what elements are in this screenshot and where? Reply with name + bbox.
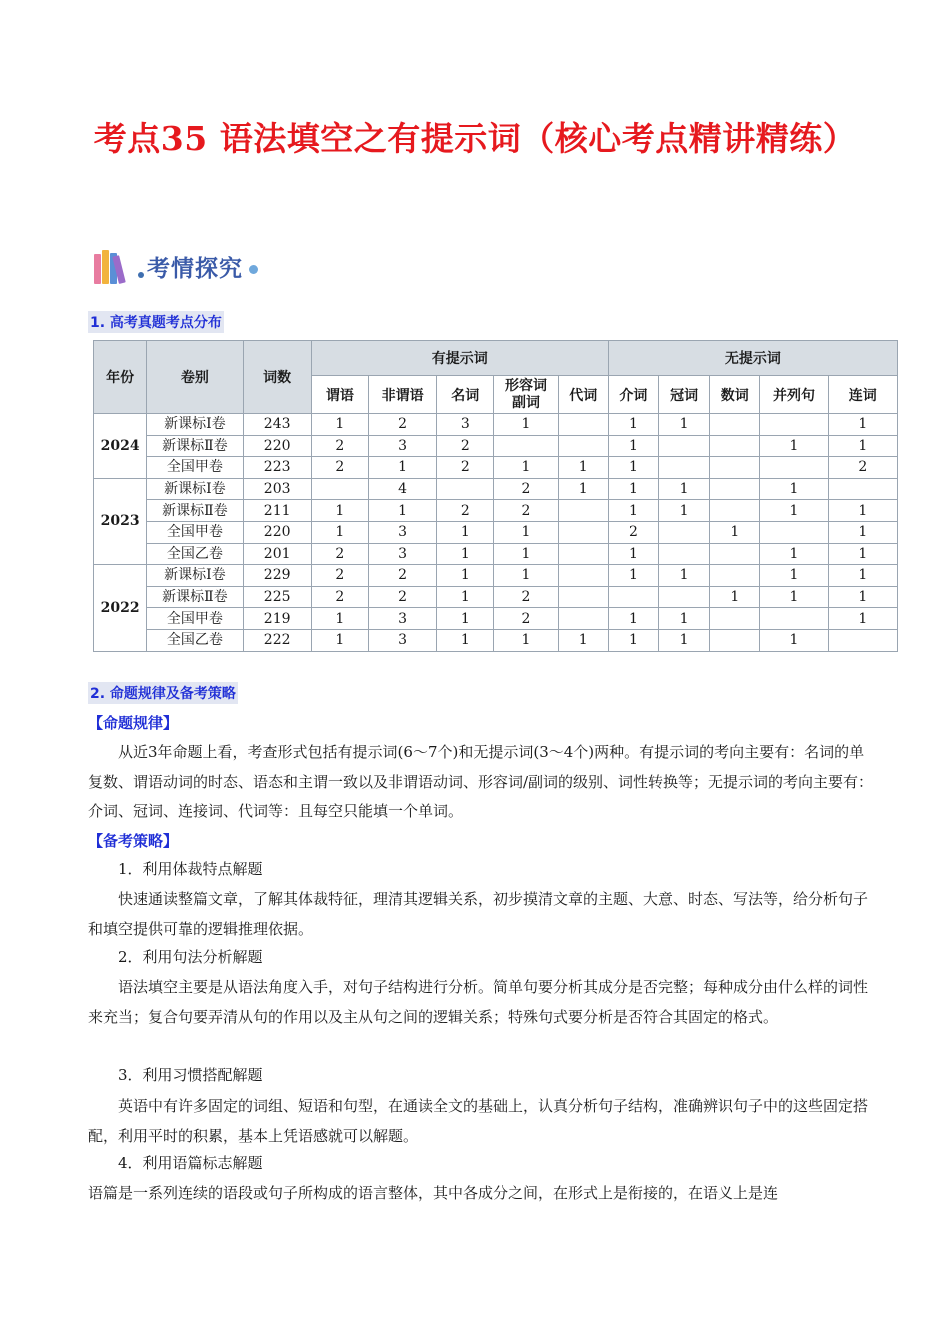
value-cell: 1: [659, 478, 710, 500]
value-cell: 1: [659, 629, 710, 651]
value-cell: 2: [828, 457, 897, 479]
value-cell: 1: [558, 478, 608, 500]
value-cell: 1: [608, 457, 658, 479]
paper-cell: 新课标Ⅱ卷: [147, 435, 243, 457]
value-cell: 1: [760, 629, 828, 651]
value-cell: 1: [437, 608, 494, 630]
table-row: [94, 478, 898, 500]
value-cell: 2: [437, 457, 494, 479]
value-cell: 2: [311, 565, 368, 587]
value-cell: [710, 629, 760, 651]
header-without-hints: 无提示词: [608, 341, 897, 376]
value-cell: [494, 435, 558, 457]
value-cell: 1: [659, 608, 710, 630]
value-cell: [828, 629, 897, 651]
value-cell: 1: [311, 500, 368, 522]
value-cell: 1: [368, 457, 436, 479]
value-cell: 1: [494, 565, 558, 587]
table-row: [94, 586, 898, 608]
strategy-heading: 4．利用语篇标志解题: [118, 1154, 263, 1172]
strategy-heading: 2．利用句法分析解题: [118, 948, 263, 966]
value-cell: [710, 608, 760, 630]
paper-cell: 新课标Ⅱ卷: [147, 586, 243, 608]
value-cell: 1: [558, 629, 608, 651]
value-cell: 1: [437, 629, 494, 651]
strategy-paragraph: 英语中有许多固定的词组、短语和句型，在通读全文的基础上，认真分析句子结构，准确辨识句子中的这些固定搭配，利用平时的积累，基本上凭语感就可以解题。: [88, 1097, 869, 1145]
dot-icon: [138, 272, 144, 278]
word-count-cell: 243: [243, 414, 311, 436]
word-count-cell: 225: [243, 586, 311, 608]
table-row: [94, 565, 898, 587]
value-cell: [710, 414, 760, 436]
paper-cell: 新课标Ⅰ卷: [147, 478, 243, 500]
value-cell: 3: [368, 543, 436, 565]
value-cell: 3: [368, 608, 436, 630]
value-cell: 1: [608, 414, 658, 436]
word-count-cell: 229: [243, 565, 311, 587]
subheader: 非谓语: [368, 376, 436, 414]
value-cell: 1: [659, 565, 710, 587]
value-cell: 1: [608, 608, 658, 630]
value-cell: 1: [311, 608, 368, 630]
paper-cell: 全国甲卷: [147, 608, 243, 630]
value-cell: 2: [311, 586, 368, 608]
value-cell: 2: [311, 457, 368, 479]
subheader: 数词: [710, 376, 760, 414]
value-cell: 3: [368, 521, 436, 543]
value-cell: [710, 435, 760, 457]
value-cell: 1: [494, 543, 558, 565]
value-cell: 1: [828, 521, 897, 543]
strategy-heading: 3．利用习惯搭配解题: [118, 1066, 263, 1084]
value-cell: 2: [494, 586, 558, 608]
value-cell: 2: [368, 565, 436, 587]
header-with-hints: 有提示词: [311, 341, 608, 376]
value-cell: 2: [437, 435, 494, 457]
value-cell: 1: [760, 500, 828, 522]
value-cell: 1: [368, 500, 436, 522]
value-cell: [608, 586, 658, 608]
paper-cell: 全国甲卷: [147, 457, 243, 479]
value-cell: 1: [437, 521, 494, 543]
value-cell: 1: [608, 543, 658, 565]
year-cell: 2023: [94, 478, 147, 564]
value-cell: [437, 478, 494, 500]
subheader: 并列句: [760, 376, 828, 414]
subheader: 介词: [608, 376, 658, 414]
table-row: [94, 629, 898, 651]
value-cell: 1: [494, 629, 558, 651]
value-cell: [659, 435, 710, 457]
banner-label: 考情探究: [147, 255, 243, 282]
paper-cell: 新课标Ⅱ卷: [147, 500, 243, 522]
value-cell: [558, 414, 608, 436]
value-cell: 1: [659, 500, 710, 522]
value-cell: 1: [710, 586, 760, 608]
value-cell: [659, 543, 710, 565]
paper-cell: 全国甲卷: [147, 521, 243, 543]
value-cell: [760, 521, 828, 543]
subheader: 代词: [558, 376, 608, 414]
value-cell: 1: [494, 457, 558, 479]
word-count-cell: 203: [243, 478, 311, 500]
year-cell: 2024: [94, 414, 147, 479]
value-cell: 1: [311, 414, 368, 436]
header-word-count: 词数: [243, 341, 311, 414]
value-cell: 1: [437, 565, 494, 587]
subheader: 连词: [828, 376, 897, 414]
rule-label: 【命题规律】: [88, 714, 179, 732]
value-cell: 2: [494, 500, 558, 522]
value-cell: 1: [494, 414, 558, 436]
value-cell: 1: [437, 586, 494, 608]
word-count-cell: 222: [243, 629, 311, 651]
paper-cell: 全国乙卷: [147, 629, 243, 651]
value-cell: [710, 565, 760, 587]
subheader: 谓语: [311, 376, 368, 414]
value-cell: [659, 457, 710, 479]
value-cell: [558, 565, 608, 587]
subheader-line: 副词: [512, 394, 541, 411]
paper-cell: 新课标Ⅰ卷: [147, 565, 243, 587]
circle-icon: [249, 265, 258, 274]
value-cell: [311, 478, 368, 500]
value-cell: [828, 478, 897, 500]
value-cell: 1: [437, 543, 494, 565]
strategy-paragraph: 语篇是一系列连续的语段或句子所构成的语言整体，其中各成分之间，在形式上是衔接的，在语义上是连: [88, 1184, 779, 1202]
books-icon: [92, 248, 136, 284]
value-cell: 1: [828, 414, 897, 436]
value-cell: [558, 608, 608, 630]
value-cell: 1: [828, 608, 897, 630]
value-cell: 2: [311, 435, 368, 457]
word-count-cell: 220: [243, 435, 311, 457]
value-cell: 1: [311, 521, 368, 543]
exam-distribution-table: [93, 340, 898, 652]
value-cell: 2: [437, 500, 494, 522]
value-cell: 3: [368, 435, 436, 457]
section-heading-strategy: 2. 命题规律及备考策略: [88, 682, 238, 704]
subheader-line: 形容词: [505, 377, 548, 394]
value-cell: 2: [311, 543, 368, 565]
value-cell: [558, 543, 608, 565]
value-cell: [760, 608, 828, 630]
value-cell: 1: [760, 565, 828, 587]
value-cell: 1: [608, 629, 658, 651]
value-cell: [710, 500, 760, 522]
value-cell: 2: [608, 521, 658, 543]
strategy-heading: 1．利用体裁特点解题: [118, 860, 263, 878]
word-count-cell: 223: [243, 457, 311, 479]
table-row: [94, 500, 898, 522]
value-cell: 3: [368, 629, 436, 651]
section-heading-distribution: 1. 高考真题考点分布: [88, 311, 224, 333]
value-cell: 1: [558, 457, 608, 479]
value-cell: [558, 435, 608, 457]
word-count-cell: 201: [243, 543, 311, 565]
value-cell: 1: [828, 565, 897, 587]
value-cell: 1: [608, 478, 658, 500]
value-cell: 1: [760, 435, 828, 457]
value-cell: [760, 414, 828, 436]
strategy-paragraph: 快速通读整篇文章，了解其体裁特征，理清其逻辑关系，初步摸清文章的主题、大意、时态、写法等，给分析句子和填空提供可靠的逻辑推理依据。: [88, 890, 869, 938]
strategy-paragraph: 语法填空主要是从语法角度入手，对句子结构进行分析。简单句要分析其成分是否完整；每种成分由什么样的词性来充当；复合句要弄清从句的作用以及主从句之间的逻辑关系；特殊句式要分析是否符合其固定的格式。: [88, 978, 869, 1026]
value-cell: [659, 586, 710, 608]
value-cell: 1: [494, 521, 558, 543]
value-cell: [558, 586, 608, 608]
word-count-cell: 211: [243, 500, 311, 522]
value-cell: 1: [828, 435, 897, 457]
page-title: 考点35 语法填空之有提示词（核心考点精讲精练）: [93, 119, 857, 158]
value-cell: 1: [311, 629, 368, 651]
value-cell: 3: [437, 414, 494, 436]
value-cell: 4: [368, 478, 436, 500]
value-cell: 1: [710, 521, 760, 543]
header-paper: 卷别: [147, 341, 243, 414]
strategy-label: 【备考策略】: [88, 832, 179, 850]
word-count-cell: 219: [243, 608, 311, 630]
table-row: [94, 435, 898, 457]
table-row: [94, 414, 898, 436]
value-cell: 2: [368, 414, 436, 436]
value-cell: [558, 521, 608, 543]
value-cell: [710, 543, 760, 565]
table-row: [94, 543, 898, 565]
subheader: [494, 376, 558, 414]
value-cell: [710, 478, 760, 500]
table-row: [94, 521, 898, 543]
value-cell: 2: [368, 586, 436, 608]
value-cell: 1: [828, 500, 897, 522]
value-cell: 1: [608, 565, 658, 587]
value-cell: 2: [494, 608, 558, 630]
subheader: 冠词: [659, 376, 710, 414]
value-cell: 1: [659, 414, 710, 436]
word-count-cell: 220: [243, 521, 311, 543]
value-cell: 1: [828, 543, 897, 565]
value-cell: [760, 457, 828, 479]
value-cell: 1: [760, 586, 828, 608]
table-row: [94, 608, 898, 630]
value-cell: [710, 457, 760, 479]
value-cell: 1: [608, 500, 658, 522]
value-cell: 2: [494, 478, 558, 500]
year-cell: 2022: [94, 565, 147, 651]
value-cell: 1: [760, 543, 828, 565]
value-cell: 1: [760, 478, 828, 500]
value-cell: [558, 500, 608, 522]
value-cell: [659, 521, 710, 543]
header-year: 年份: [94, 341, 147, 414]
subheader: 名词: [437, 376, 494, 414]
value-cell: 1: [828, 586, 897, 608]
paper-cell: 全国乙卷: [147, 543, 243, 565]
section-banner: [92, 246, 258, 286]
table-row: [94, 457, 898, 479]
rule-paragraph: 从近3年命题上看，考查形式包括有提示词(6～7个)和无提示词(3～4个)两种。有提示词的考向主要有：名词的单复数、谓语动词的时态、语态和主谓一致以及非谓语动词、形容词/副词的级别、词性转换等；无提示词的考向主要有：介词、冠词、连接词、代词等：且每空只能填一个单词。: [88, 743, 874, 820]
value-cell: 1: [608, 435, 658, 457]
paper-cell: 新课标Ⅰ卷: [147, 414, 243, 436]
